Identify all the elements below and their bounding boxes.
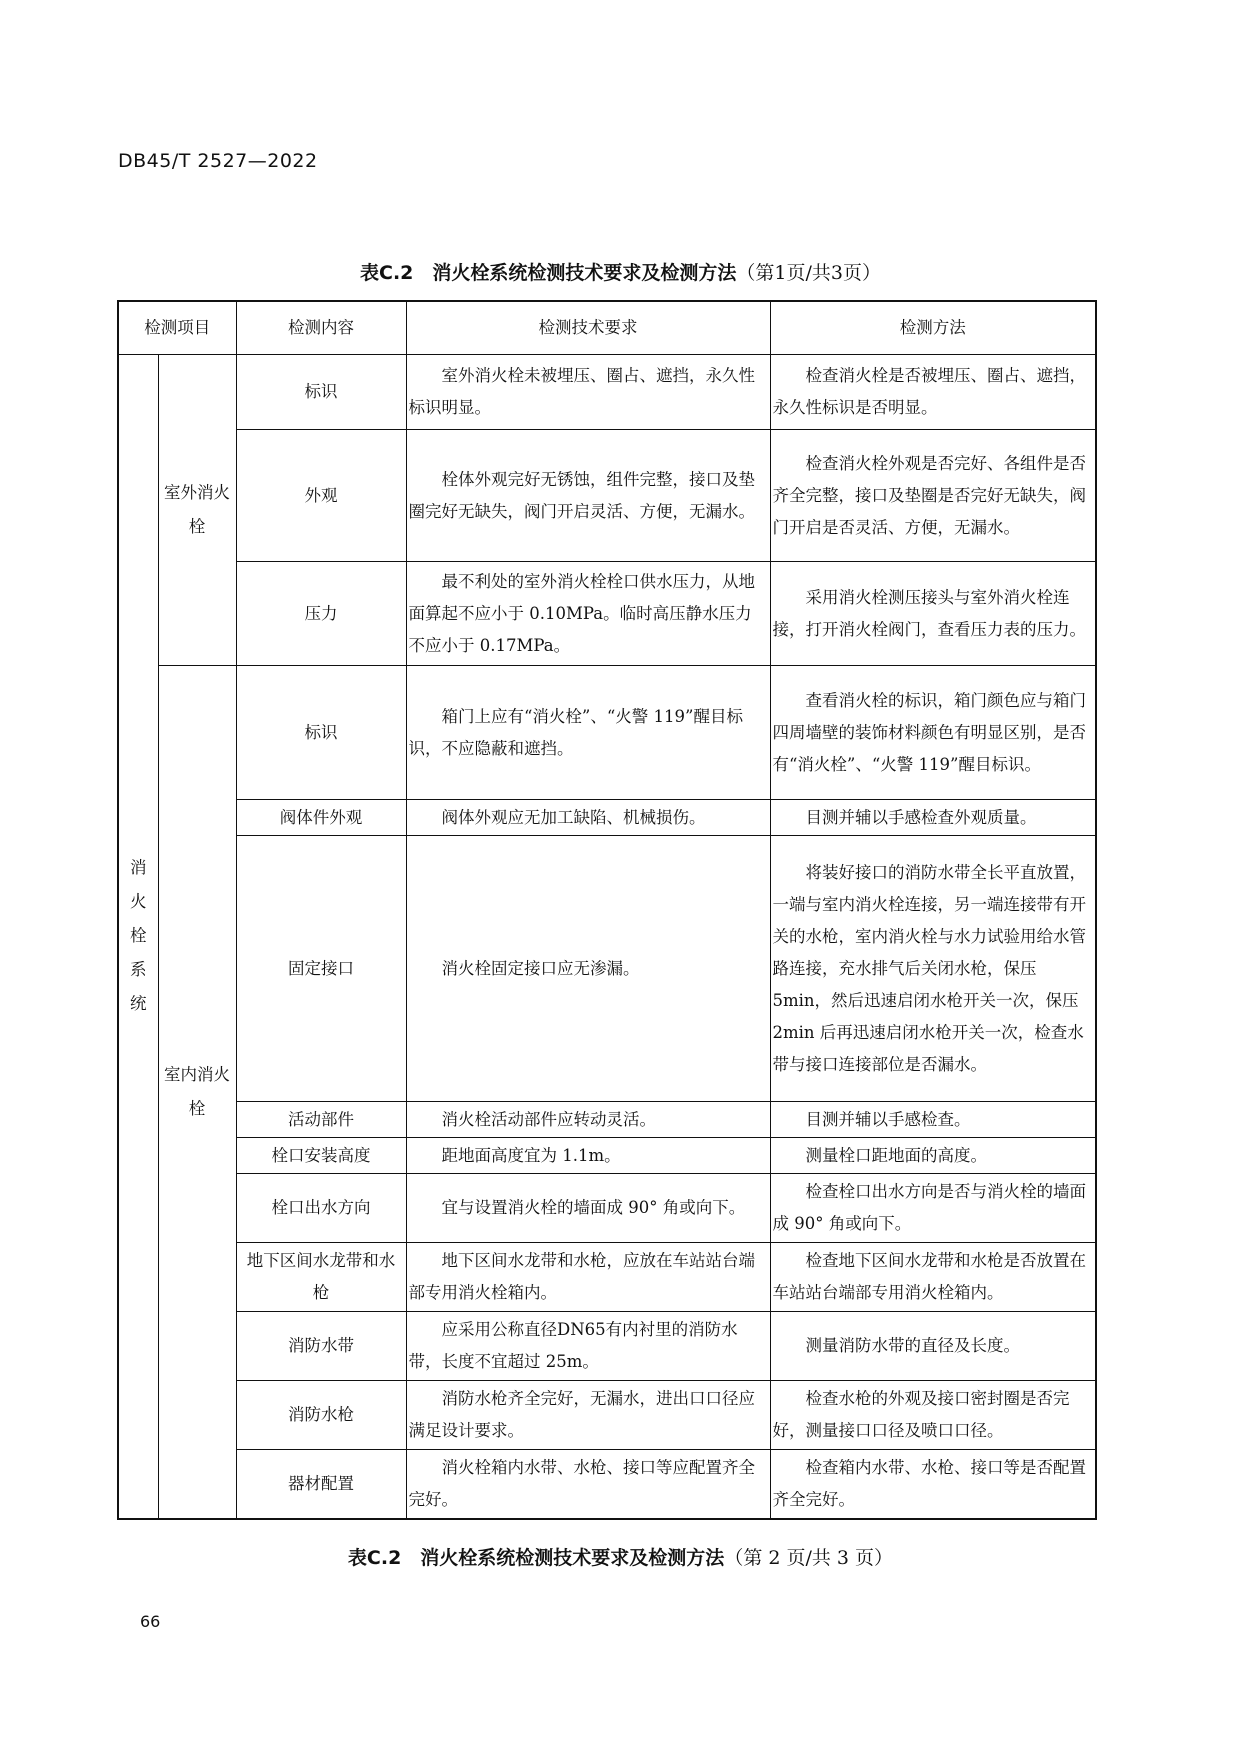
table-row (118, 355, 1096, 430)
row-content: 压力 (236, 562, 406, 666)
row-requirement: 栓体外观完好无锈蚀，组件完整，接口及垫圈完好无缺失，阀门开启灵活、方便，无漏水。 (406, 430, 770, 562)
row-requirement: 最不利处的室外消火栓栓口供水压力，从地面算起不应小于 0.10MPa。临时高压静水压力不应小于 0.17MPa。 (406, 562, 770, 666)
table-row (118, 1174, 1096, 1243)
row-method: 检查箱内水带、水枪、接口等是否配置齐全完好。 (770, 1450, 1096, 1519)
row-method: 检查地下区间水龙带和水枪是否放置在车站站台端部专用消火栓箱内。 (770, 1243, 1096, 1312)
page-number: 66 (140, 1612, 161, 1631)
header-content: 检测内容 (236, 301, 406, 355)
row-requirement: 宜与设置消火栓的墙面成 90° 角或向下。 (406, 1174, 770, 1243)
row-requirement: 阀体外观应无加工缺陷、机械损伤。 (406, 800, 770, 836)
document-id: DB45/T 2527—2022 (118, 150, 318, 172)
row-content: 固定接口 (236, 836, 406, 1102)
row-requirement: 消火栓活动部件应转动灵活。 (406, 1102, 770, 1138)
row-requirement: 应采用公称直径DN65有内衬里的消防水带，长度不宜超过 25m。 (406, 1312, 770, 1381)
row-content: 地下区间水龙带和水枪 (236, 1243, 406, 1312)
row-method: 测量栓口距地面的高度。 (770, 1138, 1096, 1174)
header-item: 检测项目 (118, 301, 236, 355)
table-title-continued (0, 1543, 1241, 1570)
table-row (118, 1102, 1096, 1138)
table-header-row (118, 301, 1096, 355)
row-content: 消防水枪 (236, 1381, 406, 1450)
row-requirement: 消火栓箱内水带、水枪、接口等应配置齐全完好。 (406, 1450, 770, 1519)
header-requirement: 检测技术要求 (406, 301, 770, 355)
row-content: 外观 (236, 430, 406, 562)
row-content: 栓口安装高度 (236, 1138, 406, 1174)
table-row (118, 1138, 1096, 1174)
row-content: 阀体件外观 (236, 800, 406, 836)
table-title-main: 表C.2 消火栓系统检测技术要求及检测方法 (360, 262, 737, 284)
row-requirement: 箱门上应有“消火栓”、“火警 119”醒目标识，不应隐蔽和遮挡。 (406, 666, 770, 800)
row-method: 检查栓口出水方向是否与消火栓的墙面成 90° 角或向下。 (770, 1174, 1096, 1243)
row-method: 查看消火栓的标识，箱门颜色应与箱门四周墙壁的装饰材料颜色有明显区别，是否有“消火栓”、“火警 119”醒目标识。 (770, 666, 1096, 800)
inspection-table (117, 300, 1097, 1520)
row-method: 将装好接口的消防水带全长平直放置，一端与室内消火栓连接，另一端连接带有开关的水枪，室内消火栓与水力试验用给水管路连接，充水排气后关闭水枪，保压 5min，然后迅速启闭水枪开关一次，保压 2min 后再迅速启闭水枪开关一次，检查水带与接口连接部位是否漏水。 (770, 836, 1096, 1102)
table-row (118, 1381, 1096, 1450)
row-content: 活动部件 (236, 1102, 406, 1138)
system-cell: 消火栓系统 (118, 355, 158, 1519)
row-method: 目测并辅以手感检查。 (770, 1102, 1096, 1138)
table-row (118, 666, 1096, 800)
table-title-main: 表C.2 消火栓系统检测技术要求及检测方法 (347, 1547, 725, 1569)
row-content: 标识 (236, 355, 406, 430)
row-requirement: 室外消火栓未被埋压、圈占、遮挡，永久性标识明显。 (406, 355, 770, 430)
table-title-page: （第 2 页/共 3 页） (724, 1547, 894, 1569)
row-content: 器材配置 (236, 1450, 406, 1519)
row-content: 栓口出水方向 (236, 1174, 406, 1243)
table-row (118, 800, 1096, 836)
row-method: 检查消火栓外观是否完好、各组件是否齐全完整，接口及垫圈是否完好无缺失，阀门开启是否灵活、方便，无漏水。 (770, 430, 1096, 562)
row-method: 目测并辅以手感检查外观质量。 (770, 800, 1096, 836)
table-row (118, 430, 1096, 562)
group-indoor: 室内消火栓 (158, 666, 236, 1519)
table-title (0, 258, 1241, 285)
table-row (118, 836, 1096, 1102)
group-outdoor: 室外消火栓 (158, 355, 236, 666)
table-row (118, 1450, 1096, 1519)
row-content: 标识 (236, 666, 406, 800)
table-row (118, 1243, 1096, 1312)
row-content: 消防水带 (236, 1312, 406, 1381)
table-title-page: （第1页/共3页） (736, 262, 881, 284)
row-requirement: 消火栓固定接口应无渗漏。 (406, 836, 770, 1102)
row-method: 采用消火栓测压接头与室外消火栓连接，打开消火栓阀门，查看压力表的压力。 (770, 562, 1096, 666)
table-row (118, 1312, 1096, 1381)
row-method: 测量消防水带的直径及长度。 (770, 1312, 1096, 1381)
row-requirement: 消防水枪齐全完好，无漏水，进出口口径应满足设计要求。 (406, 1381, 770, 1450)
row-method: 检查消火栓是否被埋压、圈占、遮挡，永久性标识是否明显。 (770, 355, 1096, 430)
row-requirement: 地下区间水龙带和水枪，应放在车站站台端部专用消火栓箱内。 (406, 1243, 770, 1312)
row-requirement: 距地面高度宜为 1.1m。 (406, 1138, 770, 1174)
row-method: 检查水枪的外观及接口密封圈是否完好，测量接口口径及喷口口径。 (770, 1381, 1096, 1450)
header-method: 检测方法 (770, 301, 1096, 355)
table-row (118, 562, 1096, 666)
